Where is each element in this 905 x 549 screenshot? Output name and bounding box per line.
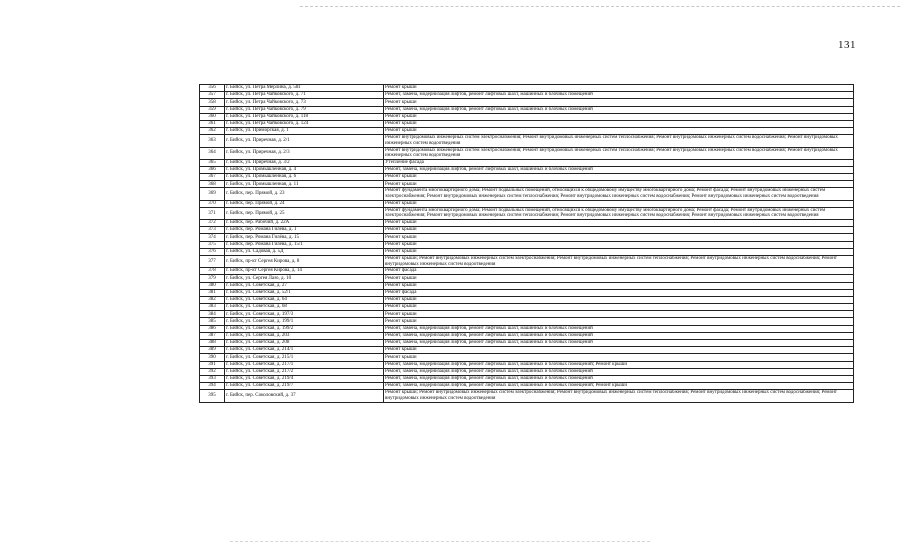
address-cell: г. Бийск, пер. Прямой, д. 23 [225,188,384,200]
address-cell: г. Бийск, ул. Промышленная, д. 6 [225,174,384,181]
row-number-cell: 374 [200,234,225,241]
address-cell: г. Бийск, ул. Советская, д. 219/7 [225,383,384,390]
address-cell: г. Бийск, ул. Советская, д. 52/1 [225,289,384,296]
row-number-cell: 395 [200,390,225,402]
repair-schedule-table [199,84,854,403]
row-number-cell: 379 [200,275,225,282]
work-type-cell: Ремонт крыши [384,275,854,282]
address-cell: г. Бийск, ул. Советская, д. 219/4 [225,375,384,382]
row-number-cell: 371 [200,207,225,219]
address-cell: г. Бийск, ул. Промышленная, д. 11 [225,181,384,188]
row-number-cell: 359 [200,106,225,113]
address-cell: г. Бийск, пер. Прямой, д. 25 [225,207,384,219]
table-row [200,354,854,361]
row-number-cell: 363 [200,135,225,147]
table-row [200,282,854,289]
address-cell: г. Бийск, ул. Советская, д. 214/1 [225,347,384,354]
row-number-cell: 361 [200,120,225,127]
table-row [200,318,854,325]
address-cell: г. Бийск, ул. Приречная, д. 2/1 [225,135,384,147]
address-cell: г. Бийск, пер. Романа Гилёва, д. 1 [225,227,384,234]
row-number-cell: 367 [200,174,225,181]
row-number-cell: 372 [200,220,225,227]
work-type-cell: Ремонт, замена, модернизация лифтов, ремонт лифтовых шахт, машинных и блочных помещений; Ремонт крыши [384,361,854,368]
address-cell: г. Бийск, ул. Советская, д. 64 [225,296,384,303]
table-row [200,275,854,282]
row-number-cell: 388 [200,340,225,347]
table-row [200,200,854,207]
work-type-cell: Ремонт, замена, модернизация лифтов, ремонт лифтовых шахт, машинных и блочных помещений [384,332,854,339]
row-number-cell: 357 [200,92,225,99]
row-number-cell: 376 [200,248,225,255]
row-number-cell: 390 [200,354,225,361]
address-cell: г. Бийск, ул. Советская, д. 203 [225,332,384,339]
work-type-cell: Ремонт, замена, модернизация лифтов, ремонт лифтовых шахт, машинных и блочных помещений [384,375,854,382]
address-cell: г. Бийск, ул. Советская, д. 197/3 [225,311,384,318]
work-type-cell: Ремонт, замена, модернизация лифтов, ремонт лифтовых шахт, машинных и блочных помещений [384,106,854,113]
table-row [200,174,854,181]
row-number-cell: 360 [200,113,225,120]
row-number-cell: 375 [200,241,225,248]
row-number-cell: 369 [200,188,225,200]
address-cell: г. Бийск, пер. Рабочий, д. 22А [225,220,384,227]
address-cell: г. Бийск, ул. Петра Чайковского, д. 73 [225,99,384,106]
work-type-cell: Ремонт крыши [384,241,854,248]
table-row [200,181,854,188]
work-type-cell: Ремонт крыши [384,304,854,311]
row-number-cell: 364 [200,147,225,159]
table-row [200,311,854,318]
table-row [200,106,854,113]
work-type-cell: Ремонт крыши [384,113,854,120]
table-row [200,296,854,303]
work-type-cell: Ремонт крыши [384,354,854,361]
scan-bottom-edge-line [230,541,650,542]
work-type-cell: Ремонт крыши [384,248,854,255]
work-type-cell: Ремонт, замена, модернизация лифтов, ремонт лифтовых шахт, машинных и блочных помещений [384,92,854,99]
work-type-cell: Ремонт, замена, модернизация лифтов, ремонт лифтовых шахт, машинных и блочных помещений [384,368,854,375]
address-cell: г. Бийск, ул. Советская, д. 215/1 [225,354,384,361]
table-row [200,241,854,248]
table-row [200,135,854,147]
row-number-cell: 387 [200,332,225,339]
address-cell: г. Бийск, ул. Советская, д. 199/1 [225,318,384,325]
address-cell: г. Бийск, ул. Петра Чайковского, д. 79 [225,106,384,113]
work-type-cell: Ремонт крыши [384,174,854,181]
row-number-cell: 380 [200,282,225,289]
address-cell: г. Бийск, ул. Советская, д. 217/1 [225,361,384,368]
scan-top-edge-line [300,6,900,7]
work-type-cell: Ремонт крыши [384,347,854,354]
table-row [200,289,854,296]
table-row [200,325,854,332]
table-body [200,85,854,403]
row-number-cell: 382 [200,296,225,303]
table-row [200,159,854,166]
address-cell: г. Бийск, ул. Промышленная, д. 4 [225,166,384,173]
work-type-cell: Ремонт крыши [384,99,854,106]
work-type-cell: Ремонт крыши [384,282,854,289]
row-number-cell: 370 [200,200,225,207]
address-cell: г. Бийск, ул. Приречная, д. 3/2 [225,159,384,166]
address-cell: г. Бийск, ул. Советская, д. 199/2 [225,325,384,332]
row-number-cell: 358 [200,99,225,106]
address-cell: г. Бийск, ул. Сергея Лазо, д. 10 [225,275,384,282]
table-row [200,166,854,173]
row-number-cell: 356 [200,85,225,92]
row-number-cell: 373 [200,227,225,234]
address-cell: г. Бийск, ул. Советская, д. 208 [225,340,384,347]
page-number: 131 [838,39,856,51]
table-row [200,220,854,227]
address-cell: г. Бийск, ул. Приморская, д. 1 [225,128,384,135]
work-type-cell: Ремонт крыши [384,120,854,127]
address-cell: г. Бийск, ул. Садовая, д. 5Д [225,248,384,255]
work-type-cell: Ремонт фасада [384,289,854,296]
row-number-cell: 381 [200,289,225,296]
row-number-cell: 365 [200,159,225,166]
row-number-cell: 386 [200,325,225,332]
row-number-cell: 362 [200,128,225,135]
table-row [200,340,854,347]
table-row [200,85,854,92]
work-type-cell: Утепление фасада [384,159,854,166]
row-number-cell: 383 [200,304,225,311]
row-number-cell: 389 [200,347,225,354]
work-type-cell: Ремонт крыши [384,181,854,188]
work-type-cell: Ремонт крыши [384,296,854,303]
table-row [200,113,854,120]
address-cell: г. Бийск, пер. Прямой, д. 24 [225,200,384,207]
table-row [200,99,854,106]
row-number-cell: 378 [200,268,225,275]
address-cell: г. Бийск, ул. Петра Мерлина, д. 58Г [225,85,384,92]
address-cell: г. Бийск, ул. Советская, д. 27 [225,282,384,289]
table-row [200,120,854,127]
address-cell: г. Бийск, пер. Романа Гилёва, д. 15/1 [225,241,384,248]
address-cell: г. Бийск, ул. Приречная, д. 2/3 [225,147,384,159]
table-row [200,268,854,275]
table-row [200,147,854,159]
address-cell: г. Бийск, пр-кт Сергея Кирова, д. 8 [225,255,384,267]
row-number-cell: 394 [200,383,225,390]
work-type-cell: Ремонт внутридомовых инженерных систем электроснабжения; Ремонт внутридомовых инженерных систем теплоснабжения; Ремонт внутридомовых инженерных систем водоснабжения; Ремонт внутридомовых инженерных систем водоотведения [384,135,854,147]
work-type-cell: Ремонт крыши; Ремонт внутридомовых инженерных систем электроснабжения; Ремонт внутридомовых инженерных систем теплоснабжения; Ремонт внутридомовых инженерных систем водоснабжения; Ремонт внутридомовых инженерных систем водоотведения [384,390,854,402]
address-cell: г. Бийск, пр-кт Сергея Кирова, д. 14 [225,268,384,275]
table-row [200,248,854,255]
work-type-cell: Ремонт крыши [384,220,854,227]
address-cell: г. Бийск, ул. Петра Чайковского, д. 124 [225,120,384,127]
work-type-cell: Ремонт крыши [384,85,854,92]
address-cell: г. Бийск, ул. Петра Чайковского, д. 71 [225,92,384,99]
table-row [200,207,854,219]
table-row [200,361,854,368]
row-number-cell: 366 [200,166,225,173]
address-cell: г. Бийск, ул. Советская, д. 217/2 [225,368,384,375]
row-number-cell: 385 [200,318,225,325]
work-type-cell: Ремонт крыши [384,311,854,318]
row-number-cell: 393 [200,375,225,382]
table-row [200,383,854,390]
address-cell: г. Бийск, пер. Романа Гилёва, д. 15 [225,234,384,241]
work-type-cell: Ремонт, замена, модернизация лифтов, ремонт лифтовых шахт, машинных и блочных помещений [384,325,854,332]
work-type-cell: Ремонт фасада [384,268,854,275]
work-type-cell: Ремонт внутридомовых инженерных систем электроснабжения; Ремонт внутридомовых инженерных систем теплоснабжения; Ремонт внутридомовых инженерных систем водоснабжения; Ремонт внутридомовых инженерных систем водоотведения [384,147,854,159]
work-type-cell: Ремонт фундамента многоквартирного дома; Ремонт подвальных помещений, относящихся к общедомовому имуществу многоквартирного дома; Ремонт фасада; Ремонт внутридомовых инженерных систем электроснабжения; Ремонт внутридомовых инженерных систем теплоснабжения; Ремонт внутридомовых инженерных систем водоснабжения; Ремонт внутридомовых инженерных систем водоотведения [384,188,854,200]
table-row [200,188,854,200]
work-type-cell: Ремонт, замена, модернизация лифтов, ремонт лифтовых шахт, машинных и блочных помещений; Ремонт крыши [384,383,854,390]
table-row [200,390,854,402]
table-row [200,332,854,339]
row-number-cell: 377 [200,255,225,267]
work-type-cell: Ремонт крыши [384,227,854,234]
row-number-cell: 391 [200,361,225,368]
work-type-cell: Ремонт крыши [384,128,854,135]
table-row [200,368,854,375]
address-cell: г. Бийск, пер. Соколовский, д. 37 [225,390,384,402]
work-type-cell: Ремонт фундамента многоквартирного дома; Ремонт подвальных помещений, относящихся к общедомовому имуществу многоквартирного дома; Ремонт фасада; Ремонт внутридомовых инженерных систем электроснабжения; Ремонт внутридомовых инженерных систем теплоснабжения; Ремонт внутридомовых инженерных систем водоснабжения; Ремонт внутридомовых инженерных систем водоотведения [384,207,854,219]
table-row [200,375,854,382]
table-row [200,234,854,241]
row-number-cell: 392 [200,368,225,375]
table-row [200,227,854,234]
work-type-cell: Ремонт крыши; Ремонт внутридомовых инженерных систем электроснабжения; Ремонт внутридомовых инженерных систем теплоснабжения; Ремонт внутридомовых инженерных систем водоснабжения; Ремонт внутридомовых инженерных систем водоотведения [384,255,854,267]
row-number-cell: 368 [200,181,225,188]
work-type-cell: Ремонт, замена, модернизация лифтов, ремонт лифтовых шахт, машинных и блочных помещений [384,340,854,347]
address-cell: г. Бийск, ул. Советская, д. 68 [225,304,384,311]
address-cell: г. Бийск, ул. Петра Чайковского, д. 118 [225,113,384,120]
table-row [200,255,854,267]
row-number-cell: 384 [200,311,225,318]
work-type-cell: Ремонт, замена, модернизация лифтов, ремонт лифтовых шахт, машинных и блочных помещений [384,166,854,173]
table-row [200,304,854,311]
table-row [200,92,854,99]
work-type-cell: Ремонт крыши [384,234,854,241]
table-row [200,128,854,135]
table-row [200,347,854,354]
work-type-cell: Ремонт крыши [384,200,854,207]
work-type-cell: Ремонт крыши [384,318,854,325]
